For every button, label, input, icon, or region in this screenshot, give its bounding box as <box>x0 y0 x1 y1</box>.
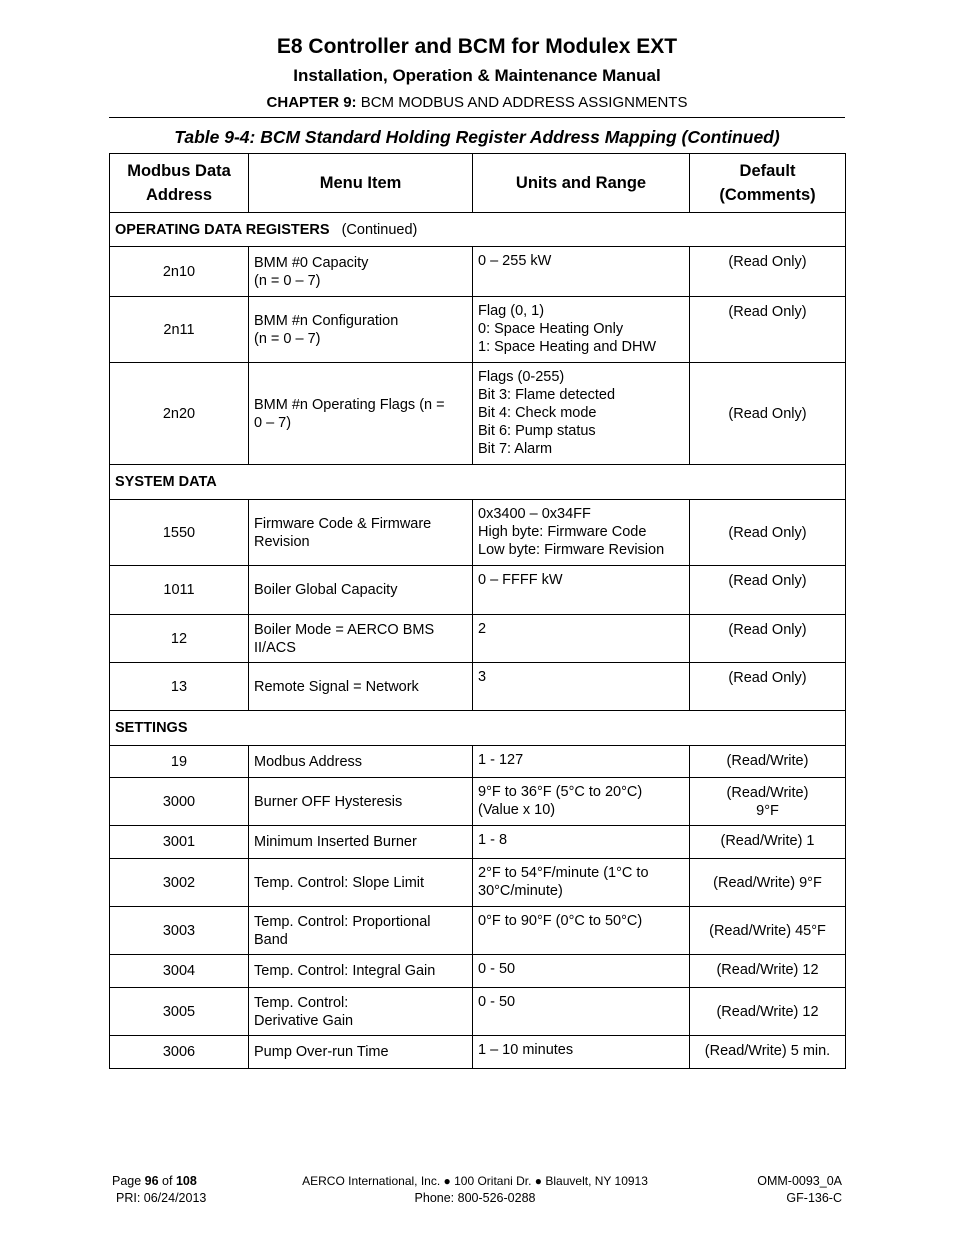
modbus-address-cell: 3004 <box>110 955 249 988</box>
modbus-address-cell: 13 <box>110 663 249 711</box>
default-cell <box>690 826 846 859</box>
cell-line: 2 <box>478 621 487 637</box>
default-cell <box>690 247 846 297</box>
cell-line: (Read/Write) 1 <box>720 833 815 849</box>
footer-left <box>112 1173 206 1207</box>
document-subtitle: Installation, Operation & Maintenance Manual <box>293 66 661 85</box>
modbus-address-cell: 19 <box>110 746 249 778</box>
units-range-cell <box>473 363 690 465</box>
units-range-cell <box>473 907 690 955</box>
cell-line: (Read/Write) 9°F <box>713 874 822 891</box>
table-row <box>110 955 846 988</box>
cell-line: (Read Only) <box>728 405 807 422</box>
modbus-address-cell: 3003 <box>110 907 249 955</box>
modbus-address-cell: 12 <box>110 615 249 663</box>
modbus-address-cell: 2n10 <box>110 247 249 297</box>
menu-item-cell <box>249 746 473 778</box>
cell-line: Burner OFF Hysteresis <box>254 793 403 810</box>
menu-item-cell <box>249 247 473 297</box>
company-address: AERCO International, Inc. ● 100 Oritani Dr. ● Blauvelt, NY 10913 <box>302 1174 648 1188</box>
table-row <box>110 247 846 297</box>
cell-line: Flags (0-255) <box>478 369 565 385</box>
modbus-address-cell: 1011 <box>110 566 249 615</box>
units-range-cell <box>473 1036 690 1069</box>
chapter-label: CHAPTER 9: <box>266 94 357 111</box>
cell-line: 30°C/minute) <box>478 883 563 899</box>
cell-line: (Read Only) <box>728 254 807 270</box>
cell-line: (Read/Write) <box>726 753 809 769</box>
cell-line: 1 - 8 <box>478 832 508 848</box>
form-number: GF-136-C <box>786 1191 842 1205</box>
register-table <box>109 153 846 1069</box>
units-range-cell <box>473 500 690 566</box>
default-cell <box>690 746 846 778</box>
table-row <box>110 566 846 615</box>
table-row <box>110 907 846 955</box>
section-title: OPERATING DATA REGISTERS <box>115 221 330 238</box>
table-row <box>110 363 846 465</box>
cell-line: Minimum Inserted Burner <box>254 834 417 850</box>
table-row <box>110 859 846 907</box>
section-note: (Continued) <box>341 221 418 238</box>
menu-item-cell <box>249 859 473 907</box>
cell-line: (Value x 10) <box>478 802 556 818</box>
cell-line: 1 – 10 minutes <box>478 1042 574 1058</box>
cell-line: High byte: Firmware Code <box>478 524 647 540</box>
document-title: E8 Controller and BCM for Modulex EXT <box>276 35 678 58</box>
default-cell <box>690 778 846 826</box>
cell-line: Bit 3: Flame detected <box>478 387 616 403</box>
default-cell <box>690 955 846 988</box>
cell-line: Pump Over-run Time <box>254 1044 389 1060</box>
units-range-cell <box>473 988 690 1036</box>
menu-item-cell <box>249 663 473 711</box>
cell-line: (Read Only) <box>728 304 807 320</box>
cell-line: Boiler Mode = AERCO BMS <box>254 621 435 638</box>
default-cell <box>690 663 846 711</box>
menu-item-cell <box>249 826 473 859</box>
cell-line: (Read/Write) 12 <box>716 962 819 978</box>
cell-line: Boiler Global Capacity <box>254 582 398 598</box>
cell-line: Firmware Code & Firmware <box>254 515 432 532</box>
cell-line: Revision <box>254 533 310 550</box>
units-range-cell <box>473 566 690 615</box>
default-cell <box>690 566 846 615</box>
footer-center <box>270 1173 680 1207</box>
cell-line: BMM #0 Capacity <box>254 254 369 271</box>
default-cell <box>690 1036 846 1069</box>
menu-item-cell <box>249 907 473 955</box>
modbus-address-cell: 1550 <box>110 500 249 566</box>
cell-line: BMM #n Operating Flags (n = <box>254 396 445 413</box>
units-range-cell <box>473 826 690 859</box>
cell-line: 0 - 50 <box>478 994 516 1010</box>
menu-item-cell <box>249 297 473 363</box>
cell-line: 0 – 255 kW <box>478 253 552 269</box>
cell-line: (Read/Write) 12 <box>716 1003 819 1020</box>
cell-line: 1 - 127 <box>478 752 524 768</box>
modbus-address-cell: 3005 <box>110 988 249 1036</box>
units-range-cell <box>473 955 690 988</box>
section-row <box>110 213 846 247</box>
cell-line: (Read Only) <box>728 573 807 589</box>
header-rule <box>109 117 845 118</box>
units-range-cell <box>473 247 690 297</box>
cell-line: (Read/Write) 45°F <box>709 922 826 939</box>
cell-line: (n = 0 – 7) <box>254 272 321 289</box>
table-row <box>110 663 846 711</box>
default-cell <box>690 859 846 907</box>
cell-line: 0 – FFFF kW <box>478 572 563 588</box>
cell-line: Temp. Control: Proportional <box>254 913 431 930</box>
cell-line: 3 <box>478 669 487 685</box>
column-header-address: Modbus Data Address <box>110 154 249 213</box>
section-row <box>110 465 846 500</box>
menu-item-cell <box>249 955 473 988</box>
cell-line: 1: Space Heating and DHW <box>478 339 657 355</box>
table-body <box>110 213 846 1069</box>
cell-line: Low byte: Firmware Revision <box>478 542 665 558</box>
default-cell <box>690 500 846 566</box>
column-header-default: Default (Comments) <box>690 154 846 213</box>
default-cell <box>690 615 846 663</box>
page-number: Page 96 of 108 <box>112 1174 197 1188</box>
table-header-row <box>110 154 846 213</box>
cell-line: Temp. Control: <box>254 994 349 1011</box>
menu-item-cell <box>249 363 473 465</box>
table-row <box>110 826 846 859</box>
cell-line: 0°F to 90°F (0°C to 50°C) <box>478 913 643 929</box>
units-range-cell <box>473 297 690 363</box>
cell-line: II/ACS <box>254 639 296 656</box>
footer-right <box>757 1173 842 1207</box>
cell-line: Remote Signal = Network <box>254 678 419 695</box>
table-row <box>110 1036 846 1069</box>
pri-date: PRI: 06/24/2013 <box>116 1191 207 1205</box>
modbus-address-cell: 3001 <box>110 826 249 859</box>
modbus-address-cell: 2n20 <box>110 363 249 465</box>
column-header-menu-item: Menu Item <box>249 154 473 213</box>
document-number: OMM-0093_0A <box>757 1174 842 1188</box>
table-row <box>110 297 846 363</box>
chapter-heading <box>0 94 954 111</box>
cell-line: (Read Only) <box>728 622 807 638</box>
cell-line: BMM #n Configuration <box>254 312 399 329</box>
cell-line: (Read/Write) <box>726 784 809 801</box>
company-phone: Phone: 800-526-0288 <box>414 1191 536 1205</box>
cell-line: Derivative Gain <box>254 1012 354 1029</box>
default-cell <box>690 907 846 955</box>
units-range-cell <box>473 663 690 711</box>
cell-line: Bit 4: Check mode <box>478 405 597 421</box>
cell-line: (Read/Write) 5 min. <box>704 1043 831 1059</box>
menu-item-cell <box>249 566 473 615</box>
default-cell <box>690 988 846 1036</box>
modbus-address-cell: 3006 <box>110 1036 249 1069</box>
section-heading <box>110 711 846 746</box>
table-caption: Table 9-4: BCM Standard Holding Register Address Mapping (Continued) <box>174 127 780 147</box>
chapter-title: BCM MODBUS AND ADDRESS ASSIGNMENTS <box>360 94 688 111</box>
modbus-address-cell: 2n11 <box>110 297 249 363</box>
cell-line: 9°F <box>756 802 779 819</box>
units-range-cell <box>473 859 690 907</box>
cell-line: Temp. Control: Integral Gain <box>254 963 436 979</box>
cell-line: Flag (0, 1) <box>478 303 545 319</box>
section-heading <box>110 465 846 500</box>
cell-line: Temp. Control: Slope Limit <box>254 874 425 891</box>
default-cell <box>690 363 846 465</box>
section-heading <box>110 213 846 247</box>
menu-item-cell <box>249 1036 473 1069</box>
cell-line: (Read Only) <box>728 670 807 686</box>
menu-item-cell <box>249 500 473 566</box>
units-range-cell <box>473 615 690 663</box>
column-header-units: Units and Range <box>473 154 690 213</box>
units-range-cell <box>473 746 690 778</box>
cell-line: 0 – 7) <box>254 414 292 431</box>
cell-line: 9°F to 36°F (5°C to 20°C) <box>478 784 643 800</box>
cell-line: Bit 6: Pump status <box>478 423 596 439</box>
cell-line: 2°F to 54°F/minute (1°C to <box>478 865 649 881</box>
modbus-address-cell: 3002 <box>110 859 249 907</box>
table-row <box>110 500 846 566</box>
table-row <box>110 778 846 826</box>
menu-item-cell <box>249 615 473 663</box>
cell-line: 0x3400 – 0x34FF <box>478 506 591 522</box>
menu-item-cell <box>249 778 473 826</box>
menu-item-cell <box>249 988 473 1036</box>
modbus-address-cell: 3000 <box>110 778 249 826</box>
units-range-cell <box>473 778 690 826</box>
cell-line: Modbus Address <box>254 753 363 770</box>
cell-line: (Read Only) <box>728 524 807 541</box>
default-cell <box>690 297 846 363</box>
cell-line: Band <box>254 931 288 948</box>
table-row <box>110 988 846 1036</box>
cell-line: Bit 7: Alarm <box>478 441 553 457</box>
section-title: SETTINGS <box>115 720 188 736</box>
cell-line: (n = 0 – 7) <box>254 330 321 347</box>
section-title: SYSTEM DATA <box>115 474 217 490</box>
table-row <box>110 615 846 663</box>
cell-line: 0 - 50 <box>478 961 516 977</box>
section-row <box>110 711 846 746</box>
cell-line: 0: Space Heating Only <box>478 321 624 337</box>
table-row <box>110 746 846 778</box>
